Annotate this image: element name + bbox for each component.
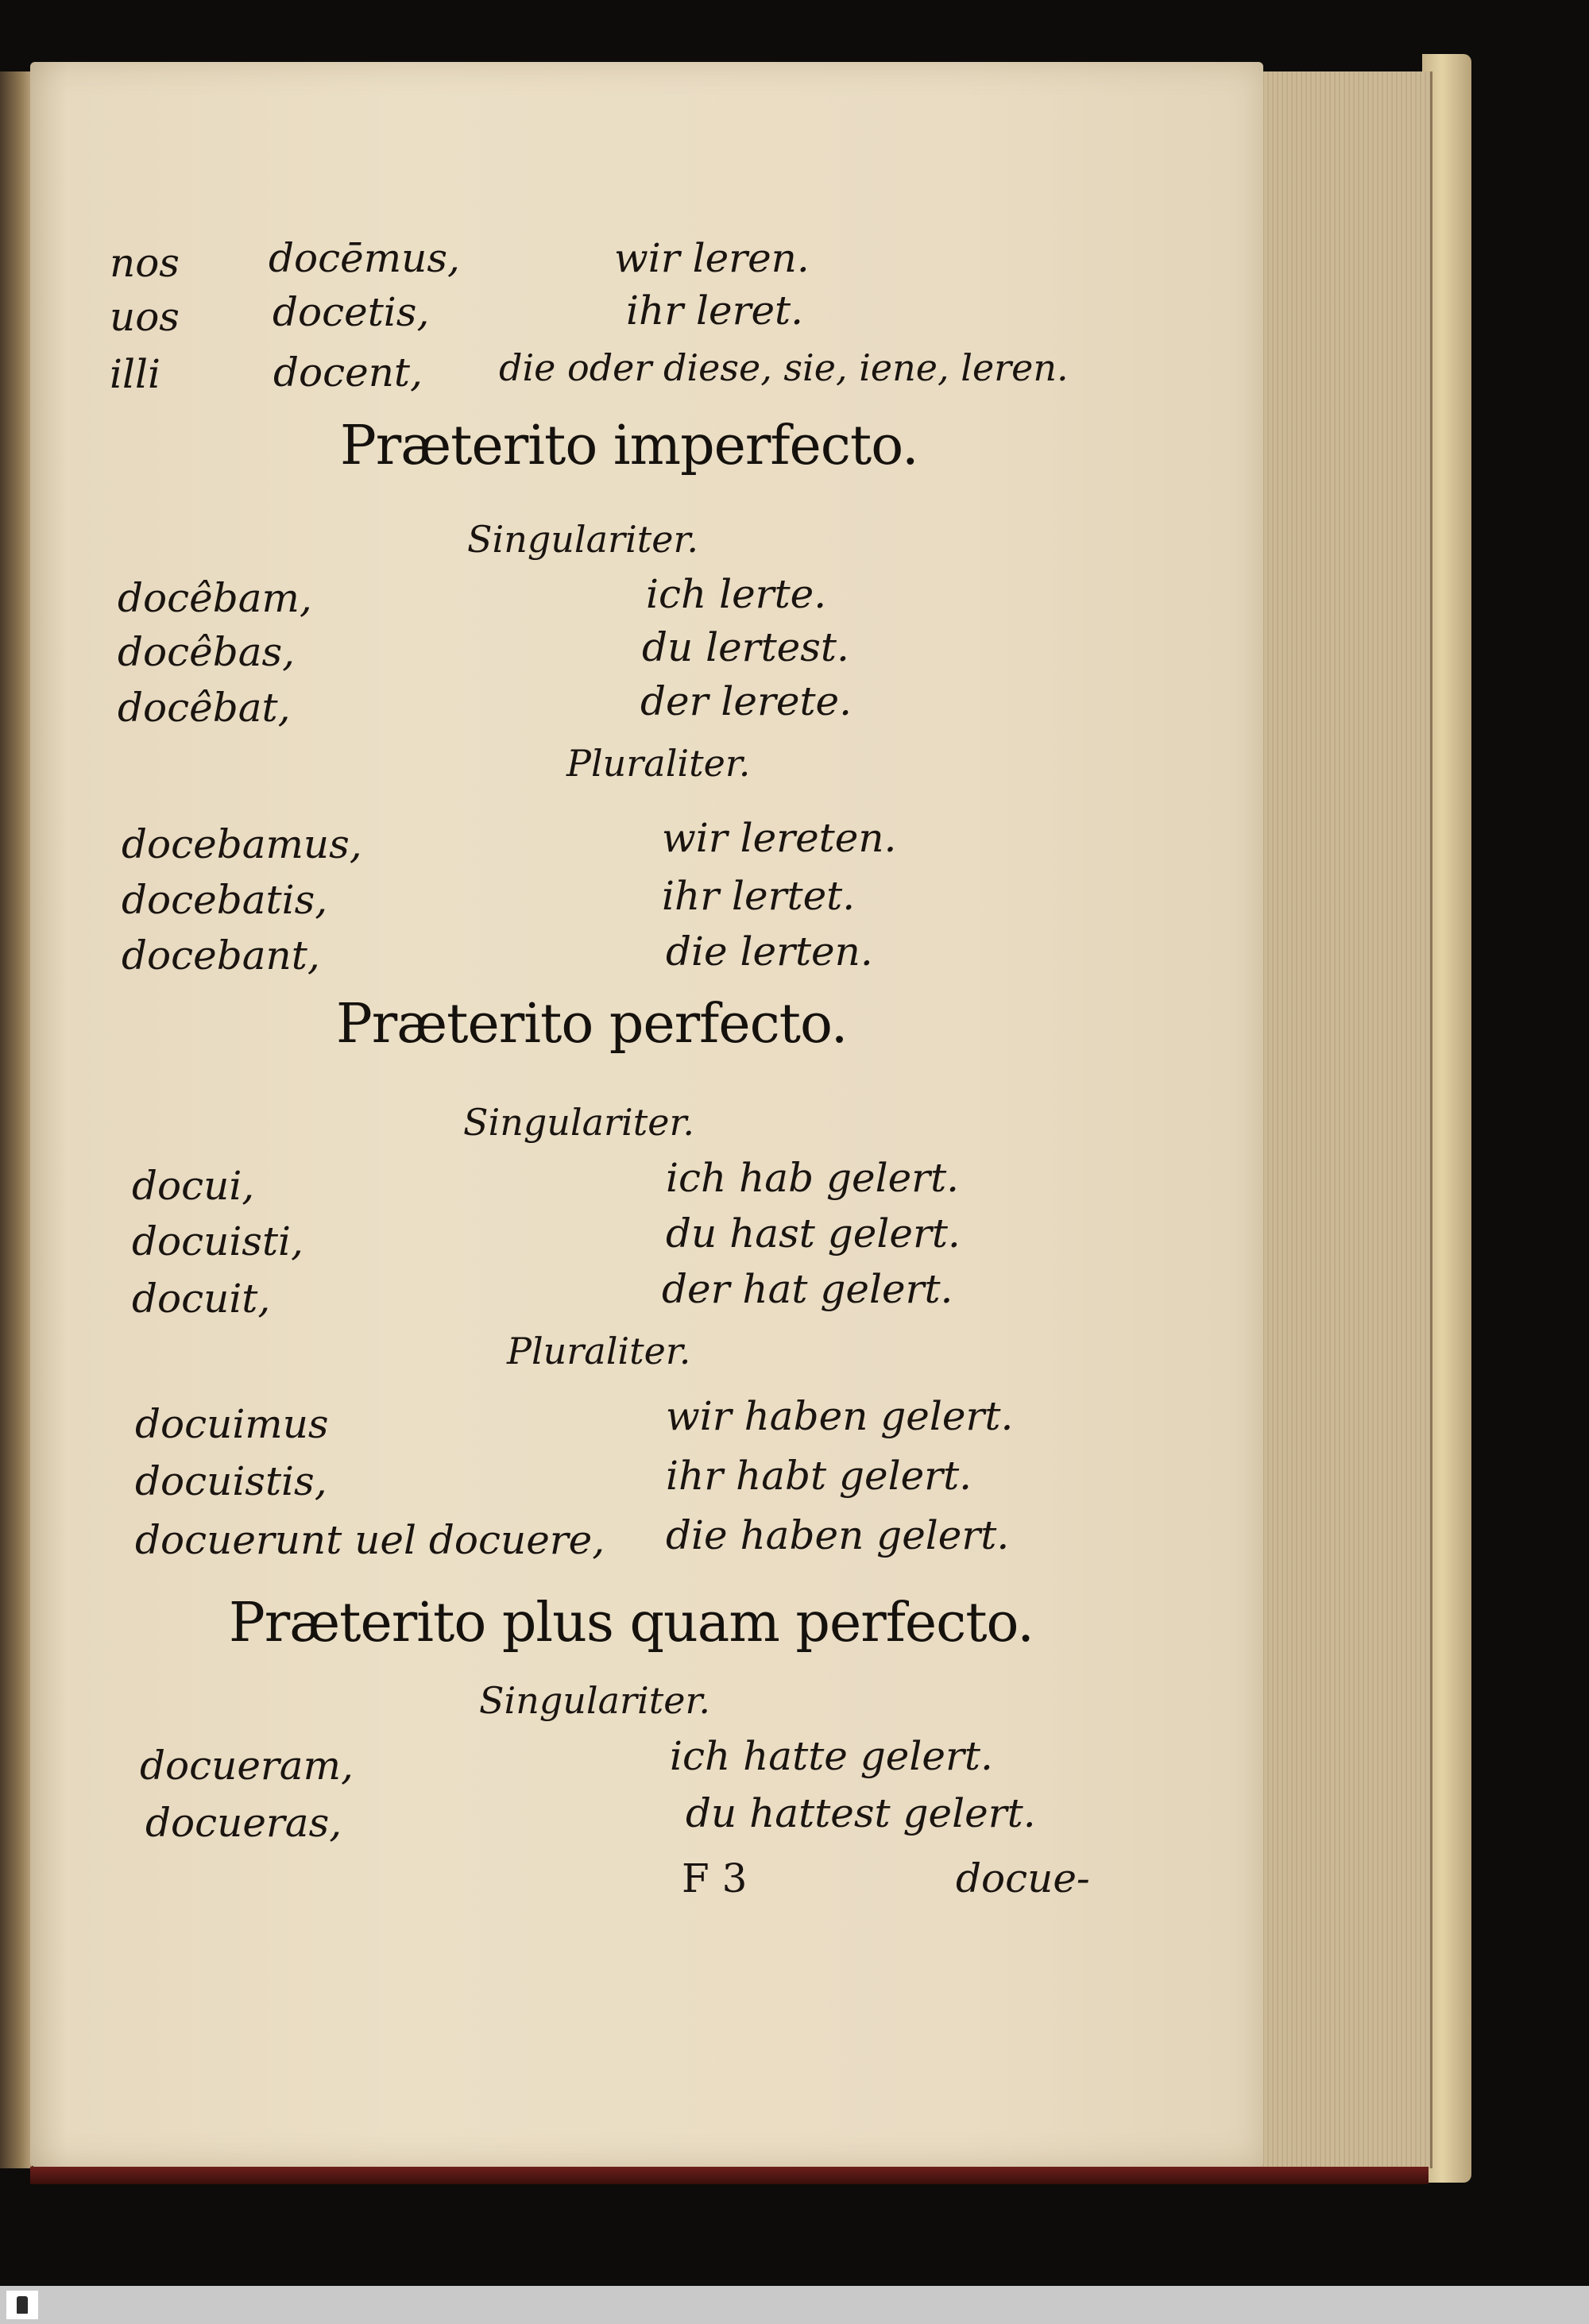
- latin-docemus: docēmus,: [269, 235, 460, 281]
- german-der-hat-gelert: der hat gelert.: [662, 1266, 953, 1312]
- latin-docebant: docebant,: [122, 932, 320, 979]
- german-ich-lerte: ich lerte.: [646, 571, 827, 617]
- label-singulariter-1: Singulariter.: [467, 518, 699, 561]
- german-ich-hab-gelert: ich hab gelert.: [666, 1155, 960, 1201]
- heading-praeterito-imperfecto: Præterito imperfecto.: [340, 415, 918, 477]
- latin-docueram: docueram,: [140, 1743, 354, 1789]
- latin-docebat: docêbat,: [118, 685, 291, 731]
- book-cover-bottom: [30, 2167, 1429, 2184]
- latin-docebatis: docebatis,: [122, 877, 328, 923]
- german-ich-hatte-gelert: ich hatte gelert.: [670, 1733, 993, 1779]
- german-ihr-leret: ihr leret.: [626, 288, 804, 334]
- latin-docuisti: docuisti,: [132, 1218, 303, 1264]
- german-du-lertest: du lertest.: [642, 624, 849, 670]
- german-wir-haben-gelert: wir haben gelert.: [666, 1393, 1014, 1439]
- german-der-lerete: der lerete.: [640, 678, 852, 724]
- latin-docebamus: docebamus,: [122, 821, 362, 867]
- german-du-hattest-gelert: du hattest gelert.: [686, 1790, 1036, 1836]
- pronoun-uos: uos: [110, 294, 180, 340]
- left-page-edge: [0, 71, 32, 2168]
- label-pluraliter-2: Pluraliter.: [507, 1330, 691, 1372]
- viewer-footer-bar: [0, 2286, 1589, 2324]
- page-block-edge: [1255, 71, 1432, 2168]
- german-wir-lereten: wir lereten.: [662, 815, 897, 861]
- latin-docebas: docêbas,: [118, 629, 296, 675]
- german-du-hast-gelert: du hast gelert.: [666, 1210, 961, 1257]
- latin-docuit: docuit,: [132, 1276, 271, 1322]
- german-die-lerten: die lerten.: [666, 928, 873, 975]
- label-singulariter-2: Singulariter.: [463, 1101, 695, 1144]
- label-singulariter-3: Singulariter.: [479, 1679, 711, 1722]
- german-ihr-lertet: ihr lertet.: [662, 873, 856, 919]
- pronoun-nos: nos: [110, 240, 180, 286]
- german-wir-leren: wir leren.: [614, 235, 810, 281]
- latin-docuimus: docuimus: [135, 1401, 329, 1447]
- latin-docuistis: docuistis,: [135, 1458, 327, 1504]
- latin-docent: docent,: [273, 349, 423, 396]
- latin-docetis: docetis,: [273, 289, 430, 335]
- library-logo-icon[interactable]: [6, 2291, 38, 2319]
- pronoun-illi: illi: [110, 351, 160, 397]
- latin-docui: docui,: [132, 1163, 255, 1209]
- book-page: [30, 62, 1263, 2167]
- german-ihr-habt-gelert: ihr habt gelert.: [666, 1453, 972, 1499]
- latin-docebam: docêbam,: [118, 575, 312, 621]
- latin-docuerunt: docuerunt uel docuere,: [135, 1517, 605, 1563]
- heading-praeterito-plusquamperfecto: Præterito plus quam perfecto.: [229, 1592, 1034, 1654]
- catchword: docue-: [956, 1855, 1090, 1901]
- german-die-haben-gelert: die haben gelert.: [666, 1512, 1010, 1558]
- label-pluraliter-1: Pluraliter.: [566, 742, 751, 785]
- latin-docueras: docueras,: [145, 1800, 342, 1846]
- signature-mark: F 3: [682, 1855, 748, 1901]
- german-die-leren: die oder diese, sie, iene, leren.: [499, 346, 1069, 389]
- heading-praeterito-perfecto: Præterito perfecto.: [336, 993, 848, 1056]
